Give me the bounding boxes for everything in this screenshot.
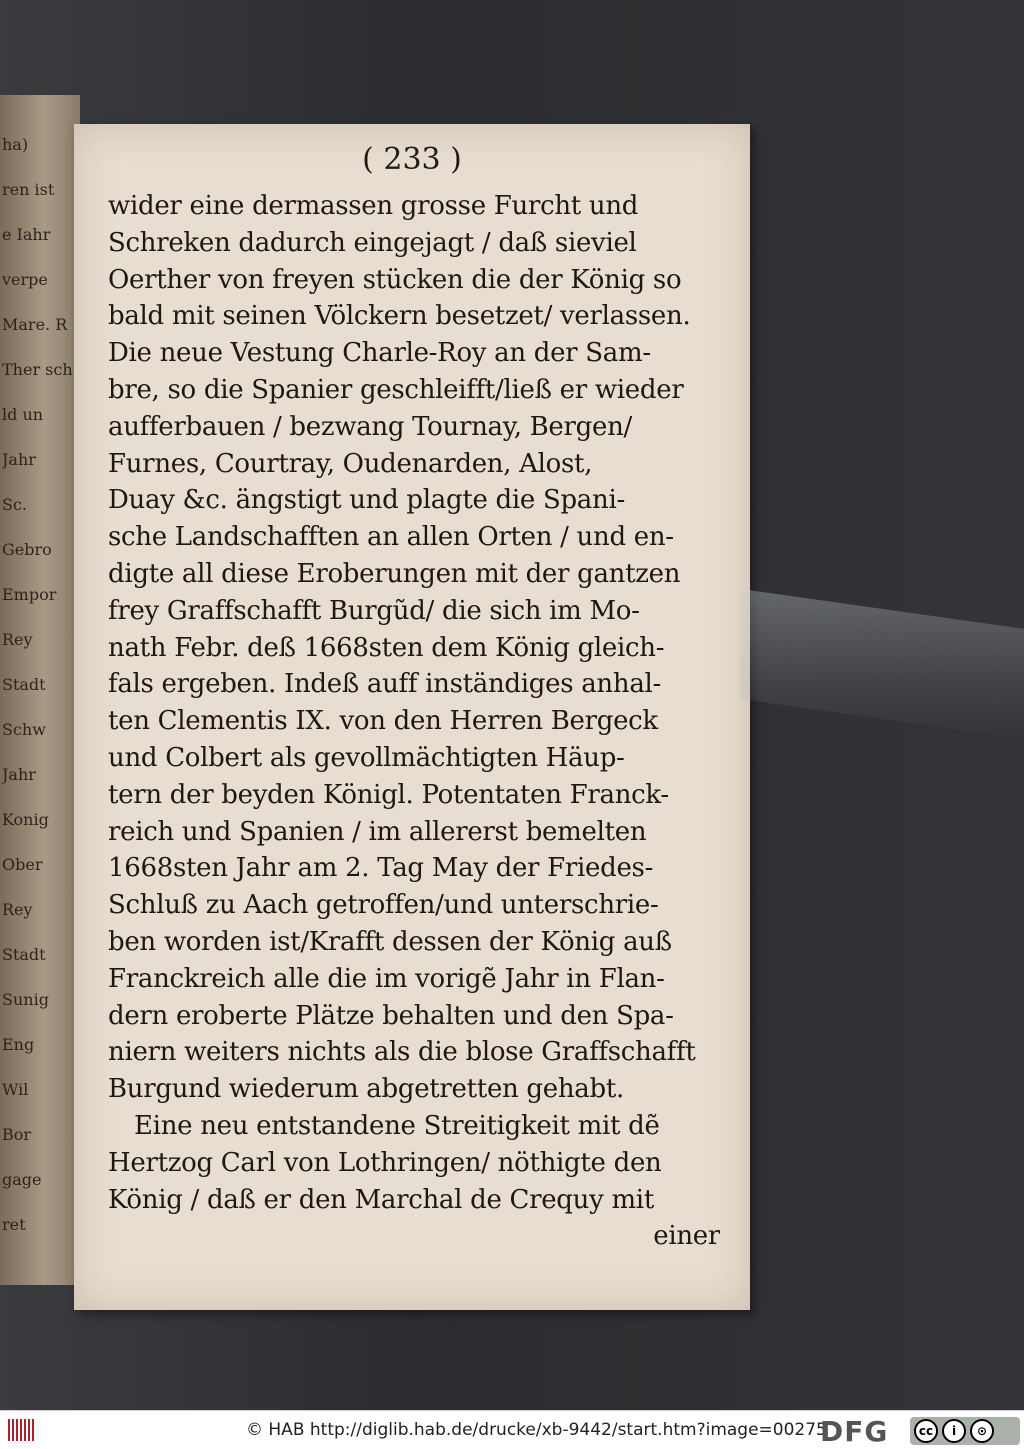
- facing-page-edge: [0, 95, 80, 1285]
- book-page: [74, 124, 750, 1310]
- viewer-footer: [0, 1410, 1024, 1449]
- cc-icon: cc: [914, 1419, 938, 1443]
- text-line: Schluß zu Aach getroffen/und unterschrie-: [108, 890, 659, 921]
- facing-page-fragment: ha): [2, 135, 29, 154]
- text-line: Duay &c. ängstigt und plagte die Spani-: [108, 485, 625, 516]
- text-line: frey Graffschafft Burgũd/ die sich im Mo-: [108, 595, 640, 626]
- text-line: Hertzog Carl von Lothringen/ nöthigte den: [108, 1147, 662, 1178]
- facing-page-fragment: Rey: [2, 630, 33, 649]
- hab-barcode-logo[interactable]: [8, 1419, 38, 1441]
- text-line: Burgund wiederum abgetretten gehabt.: [108, 1074, 624, 1105]
- text-line: aufferbauen / bezwang Tournay, Bergen/: [108, 411, 632, 442]
- facing-page-fragment: Rey: [2, 900, 33, 919]
- text-line: fals ergeben. Indeß auff inständiges anhal-: [108, 669, 662, 700]
- facing-page-fragment: Schw: [2, 720, 46, 739]
- facing-page-fragment: e Iahr: [2, 225, 51, 244]
- facing-page-fragment: Sc.: [2, 495, 28, 514]
- facing-page-fragment: ret: [2, 1215, 26, 1234]
- text-line: bre, so die Spanier geschleifft/ließ er wieder: [108, 374, 684, 405]
- attribution-icon: i: [942, 1419, 966, 1443]
- text-line: sche Landschafften an allen Orten / und en-: [108, 522, 674, 553]
- text-line: einer: [653, 1221, 720, 1252]
- facing-page-fragment: Wil: [2, 1080, 29, 1099]
- facing-page-fragment: Mare. R: [2, 315, 68, 334]
- page-number-header: ( 233 ): [362, 142, 462, 177]
- facing-page-fragment: ld un: [2, 405, 44, 424]
- text-line: niern weiters nichts als die blose Graffschafft: [108, 1037, 696, 1068]
- text-line: und Colbert als gevollmächtigten Häup-: [108, 742, 625, 773]
- facing-page-fragment: Konig: [2, 810, 49, 829]
- text-line: ben worden ist/Krafft dessen der König auß: [108, 926, 672, 957]
- facing-page-fragment: verpe: [2, 270, 48, 289]
- facing-page-fragment: Ober: [2, 855, 43, 874]
- text-line: reich und Spanien / im allererst bemelten: [108, 816, 647, 847]
- facing-page-fragment: Ther sch: [2, 360, 73, 379]
- text-line: Oerther von freyen stücken die der König so: [108, 264, 682, 295]
- facing-page-fragment: Stadt: [2, 945, 46, 964]
- text-line: dern eroberte Plätze behalten und den Spa-: [108, 1000, 674, 1031]
- text-line: wider eine dermassen grosse Furcht und: [108, 191, 639, 221]
- text-line: Franckreich alle die im vorigẽ Jahr in Flan-: [108, 963, 665, 994]
- text-line: bald mit seinen Völckern besetzet/ verlassen.: [108, 301, 691, 332]
- text-line: Die neue Vestung Charle-Roy an der Sam-: [108, 338, 651, 369]
- facing-page-fragment: gage: [2, 1170, 42, 1189]
- text-line: König / daß er den Marchal de Crequy mit: [108, 1184, 654, 1215]
- dfg-logo[interactable]: DFG: [820, 1415, 889, 1448]
- share-alike-icon: ⊙: [970, 1419, 994, 1443]
- text-line: Schreken dadurch eingejagt / daß sieviel: [108, 227, 637, 258]
- text-line: nath Febr. deß 1668sten dem König gleich-: [108, 632, 665, 663]
- facing-page-fragment: Jahr: [2, 765, 36, 784]
- facing-page-fragment: Gebro: [2, 540, 52, 559]
- text-line: tern der beyden Königl. Potentaten Franck-: [108, 779, 669, 810]
- text-line: 1668sten Jahr am 2. Tag May der Friedes-: [108, 853, 654, 884]
- text-line: ten Clementis IX. von den Herren Bergeck: [108, 706, 658, 737]
- text-line: digte all diese Eroberungen mit der gantzen: [108, 558, 681, 589]
- facing-page-fragment: Jahr: [2, 450, 36, 469]
- facing-page-fragment: Bor: [2, 1125, 32, 1144]
- text-line: Furnes, Courtray, Oudenarden, Alost,: [108, 448, 593, 479]
- glass-plate-reflection: [740, 589, 1024, 741]
- facing-page-fragment: Empor: [2, 585, 57, 604]
- facing-page-fragment: Eng: [2, 1035, 35, 1054]
- facing-page-fragment: ren ist: [2, 180, 55, 199]
- page-text-block: [108, 188, 720, 1255]
- cc-license-badge[interactable]: [910, 1417, 1020, 1445]
- attribution-link[interactable]: © HAB http://diglib.hab.de/drucke/xb-9442/start.htm?image=00275: [246, 1420, 827, 1440]
- text-line: Eine neu entstandene Streitigkeit mit dẽ: [134, 1110, 660, 1141]
- facing-page-fragment: Stadt: [2, 675, 46, 694]
- facing-page-fragment: Sunig: [2, 990, 49, 1009]
